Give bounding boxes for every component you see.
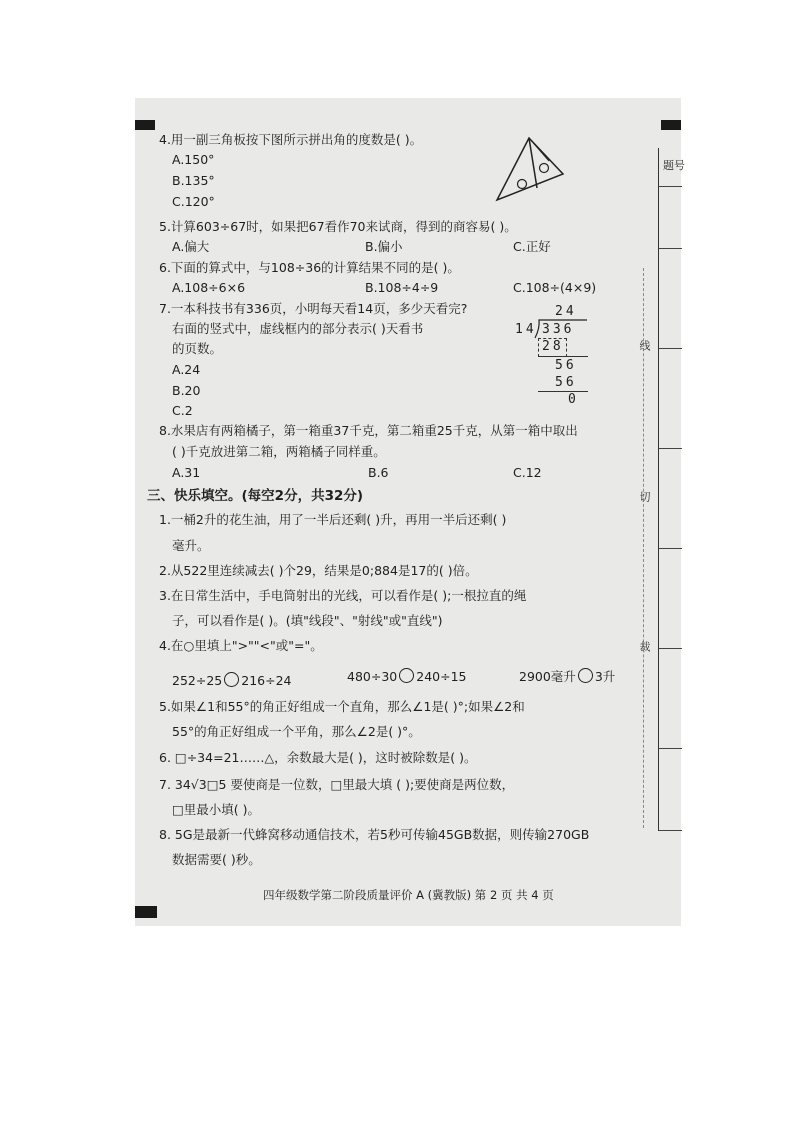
exam-page xyxy=(135,98,685,926)
cut-label: 切 xyxy=(638,491,651,502)
fill8-line1: 8. 5G是最新一代蜂窝移动通信技术，若5秒可传输45GB数据，则传输270GB xyxy=(159,827,590,842)
fill5-line2: 55°的角正好组成一个平角，那么∠2是( )°。 xyxy=(172,724,421,739)
section3-title: 三、快乐填空。(每空2分，共32分) xyxy=(147,488,364,504)
q6-option-c: C.108÷(4×9) xyxy=(513,280,597,295)
division-step3: 56 xyxy=(555,375,577,390)
q7-stem: 7.一本科技书有336页，小明每天看14页，多少天看完? xyxy=(159,301,468,316)
q7-option-c: C.2 xyxy=(172,403,193,418)
fill3-line2: 子，可以看作是( )。(填"线段"、"射线"或"直线") xyxy=(172,613,443,628)
division-rule-1 xyxy=(538,356,588,357)
q5-stem: 5.计算603÷67时，如果把67看作70来试商，得到的商容易( )。 xyxy=(159,219,517,234)
q8-line2: ( )千克放进第二箱，两箱橘子同样重。 xyxy=(172,444,386,459)
fill1-line2: 毫升。 xyxy=(172,538,210,553)
q8-stem: 8.水果店有两箱橘子，第一箱重37千克，第二箱重25千克，从第一箱中取出 xyxy=(159,423,578,438)
division-dividend: 336 xyxy=(542,322,575,337)
q6-stem: 6.下面的算式中，与108÷36的计算结果不同的是( )。 xyxy=(159,260,460,275)
compare-row-b xyxy=(347,668,467,685)
fill6: 6. □÷34=21……△，余数最大是( )，这时被除数是( )。 xyxy=(159,750,477,765)
fill4: 4.在○里填上">""<"或"="。 xyxy=(159,638,323,653)
fill7-line1: 7. 34√3□5 要使商是一位数，□里最大填 ( );要使商是两位数， xyxy=(159,777,515,792)
division-rule-2 xyxy=(538,391,588,392)
page-footer: 四年级数学第二阶段质量评价 A (冀教版) 第 2 页 共 4 页 xyxy=(263,888,554,902)
line-label: 线 xyxy=(638,340,651,351)
compare-c-right: 3升 xyxy=(594,669,616,684)
compare-circle-icon[interactable] xyxy=(224,672,239,687)
compare-b-right: 240÷15 xyxy=(416,669,467,684)
fill2: 2.从522里连续减去( )个29，结果是0;884是17的( )倍。 xyxy=(159,563,478,578)
q4-option-c: C.120° xyxy=(172,194,215,209)
q7-line2: 右面的竖式中，虚线框内的部分表示( )天看书 xyxy=(172,321,424,336)
registration-mark-top-right xyxy=(661,120,681,130)
compare-circle-icon[interactable] xyxy=(399,668,414,683)
compare-circle-icon[interactable] xyxy=(578,668,593,683)
compare-b-left: 480÷30 xyxy=(347,669,398,684)
fill1-line1: 1.一桶2升的花生油，用了一半后还剩( )升，再用一半后还剩( ) xyxy=(159,512,507,527)
fill7-line2: □里最小填( )。 xyxy=(172,802,261,817)
compare-a-right: 216÷24 xyxy=(241,673,292,688)
compare-a-left: 252÷25 xyxy=(172,673,223,688)
q6-option-a: A.108÷6×6 xyxy=(172,280,246,295)
triangle-rulers-figure xyxy=(493,136,571,204)
q7-option-a: A.24 xyxy=(172,362,201,377)
q8-option-c: C.12 xyxy=(513,465,542,480)
binding-dashed-line xyxy=(643,268,644,828)
division-step1: 28 xyxy=(542,339,564,354)
q5-option-b: B.偏小 xyxy=(365,239,403,254)
registration-mark-top-left xyxy=(135,120,155,130)
division-remainder: 0 xyxy=(568,392,579,407)
compare-row xyxy=(172,672,292,689)
fill3-line1: 3.在日常生活中，手电筒射出的光线，可以看作是( );一根拉直的绳 xyxy=(159,588,527,603)
score-table-header: 题号 xyxy=(663,159,685,172)
q6-option-b: B.108÷4÷9 xyxy=(365,280,439,295)
fill5-line1: 5.如果∠1和55°的角正好组成一个直角，那么∠1是( )°;如果∠2和 xyxy=(159,699,525,714)
division-divisor: 14 xyxy=(515,322,537,337)
q5-option-a: A.偏大 xyxy=(172,239,210,254)
q8-option-b: B.6 xyxy=(368,465,389,480)
registration-mark-bottom-left xyxy=(135,906,157,918)
division-step2: 56 xyxy=(555,358,577,373)
q4-option-a: A.150° xyxy=(172,152,215,167)
compare-c-left: 2900毫升 xyxy=(519,669,576,684)
division-quotient: 24 xyxy=(555,304,577,319)
q8-option-a: A.31 xyxy=(172,465,201,480)
cut2-label: 裁 xyxy=(638,641,651,652)
q7-option-b: B.20 xyxy=(172,383,201,398)
q4-option-b: B.135° xyxy=(172,173,215,188)
q5-option-c: C.正好 xyxy=(513,239,551,254)
division-bracket xyxy=(531,318,591,340)
q7-line3: 的页数。 xyxy=(172,341,223,356)
q4-stem: 4.用一副三角板按下图所示拼出角的度数是( )。 xyxy=(159,132,423,147)
score-table-column xyxy=(658,148,685,831)
fill8-line2: 数据需要( )秒。 xyxy=(172,852,261,867)
compare-row-c xyxy=(519,668,615,685)
